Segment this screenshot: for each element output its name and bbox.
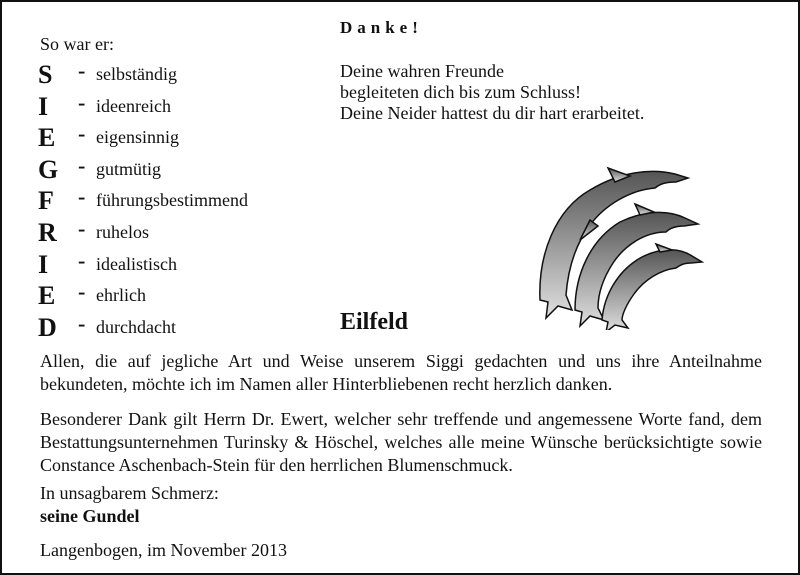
acrostic-word: durchdacht	[96, 316, 176, 337]
acrostic-letter: I	[38, 91, 49, 121]
acrostic-letter: I	[38, 249, 49, 279]
acrostic-letter: E	[38, 281, 56, 311]
acrostic-letter: D	[38, 312, 57, 342]
town-name: Eilfeld	[340, 309, 409, 335]
acrostic-dash: -	[78, 279, 86, 305]
closing-line: In unsagbarem Schmerz:	[40, 483, 219, 503]
acrostic-word: ehrlich	[96, 285, 146, 306]
acrostic-word: führungsbestimmend	[96, 190, 248, 211]
acrostic-letter: S	[38, 60, 53, 89]
poem-line: Deine Neider hattest du dir hart erarbeitet.	[340, 103, 645, 123]
place-date: Langenbogen, im November 2013	[40, 540, 287, 560]
dolphins-illustration	[520, 160, 720, 330]
acrostic-dash: -	[78, 310, 86, 336]
acrostic-dash: -	[78, 152, 86, 178]
acrostic-word: ideenreich	[96, 95, 171, 116]
acrostic-dash: -	[78, 215, 86, 241]
acrostic-word: gutmütig	[96, 158, 162, 179]
closing-block	[40, 482, 219, 528]
acrostic-letter: G	[38, 154, 59, 184]
acrostic-dash: -	[78, 247, 86, 273]
acrostic-word: eigensinnig	[96, 127, 179, 148]
poem-line: Deine wahren Freunde	[340, 61, 504, 81]
poem-line: begleiteten dich bis zum Schluss!	[340, 82, 581, 102]
acrostic-dash: -	[78, 184, 86, 210]
signature: seine Gundel	[40, 506, 140, 526]
acrostic-letter: R	[38, 217, 57, 247]
acrostic-word: idealistisch	[96, 253, 177, 274]
acrostic-dash: -	[78, 89, 86, 115]
intro-text: So war er:	[40, 34, 114, 54]
acrostic-word: ruhelos	[96, 221, 149, 242]
poem	[340, 61, 644, 124]
thanks-paragraph-1: Allen, die auf jegliche Art und Weise unserem Siggi gedachten und uns ihre Anteilnahme bekundeten, möchte ich im Namen aller Hinterbliebenen recht herzlich danken.	[40, 351, 762, 394]
acrostic-dash: -	[78, 121, 86, 147]
acrostic-dash: -	[78, 58, 86, 83]
acrostic-word: selbständig	[96, 64, 177, 84]
acrostic-letter: F	[38, 186, 54, 216]
thanks-title: Danke!	[340, 18, 423, 37]
thanks-paragraph-2: Besonderer Dank gilt Herrn Dr. Ewert, welcher sehr treffende und angemessene Worte fand, dem Bestattungsunternehmen Turinsky & Höschel, welches alle meine Wünsche berücksichtigte sowie Constance Aschenbach-Stein für den herrlichen Blumenschmuck.	[40, 409, 762, 475]
acrostic-letter: E	[38, 123, 56, 153]
